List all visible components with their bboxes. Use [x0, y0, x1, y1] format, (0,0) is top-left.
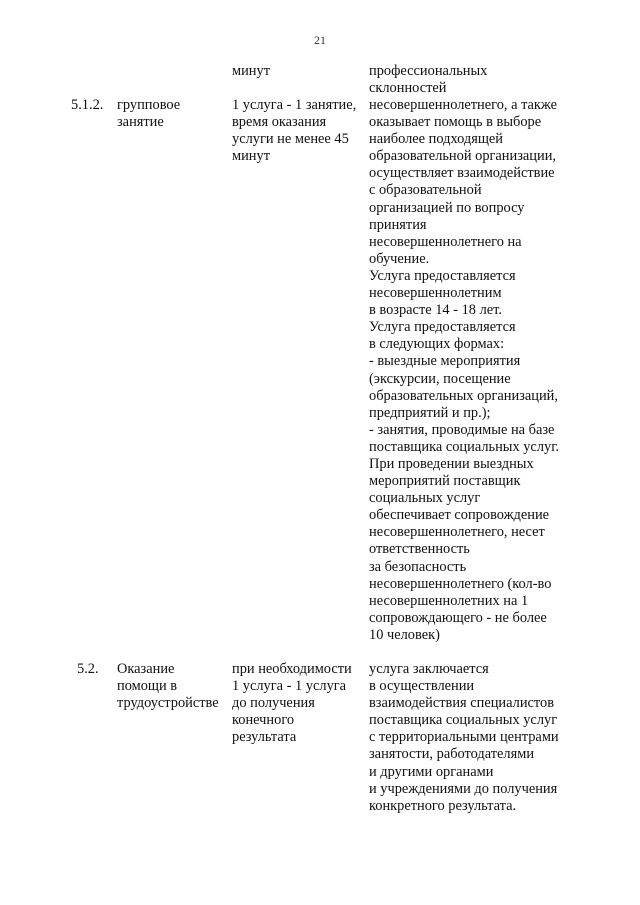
- service-number-cell: 5.1.2.: [71, 97, 104, 113]
- service-time-cell: минут: [232, 63, 270, 79]
- service-time-cell: 1 услуга - 1 занятие, время оказания услуги не менее 45 минут: [232, 97, 357, 165]
- service-name-cell: групповое занятие: [117, 97, 181, 131]
- service-name-cell: Оказание помощи в трудоустройстве: [117, 661, 219, 712]
- service-description-cell: услуга заключается в осуществлении взаимодействия специалистов поставщика социальных услуг с территориальными центрами занятости, работодателями и другими органами и учреждениями до получения конкретного результата.: [369, 661, 559, 814]
- service-description-cell: несовершеннолетнего, а также оказывает помощь в выборе наиболее подходящей образовательной организации, осуществляет взаимодействие с образовательной организацией по вопросу принятия несовершеннолетнего на обучение. Услуга предоставляется несовершеннолетним в возрасте 14 - 18 лет. Услуга предоставляется в следующих формах: - выездные мероприятия (экскурсии, посещение образовательных организаций, предприятий и пр.); - занятия, проводимые на базе поставщика социальных услуг. При проведении выездных мероприятий поставщик социальных услуг обеспечивает сопровождение несовершеннолетнего, несет ответственность за безопасность несовершеннолетнего (кол-во несовершеннолетних на 1 сопровождающего - не более 10 человек): [369, 97, 560, 643]
- page-number: 21: [314, 33, 326, 47]
- service-description-cell: профессиональных склонностей: [369, 63, 488, 97]
- service-number-cell: 5.2.: [77, 661, 99, 677]
- service-time-cell: при необходимости 1 услуга - 1 услуга до получения конечного результата: [232, 661, 352, 746]
